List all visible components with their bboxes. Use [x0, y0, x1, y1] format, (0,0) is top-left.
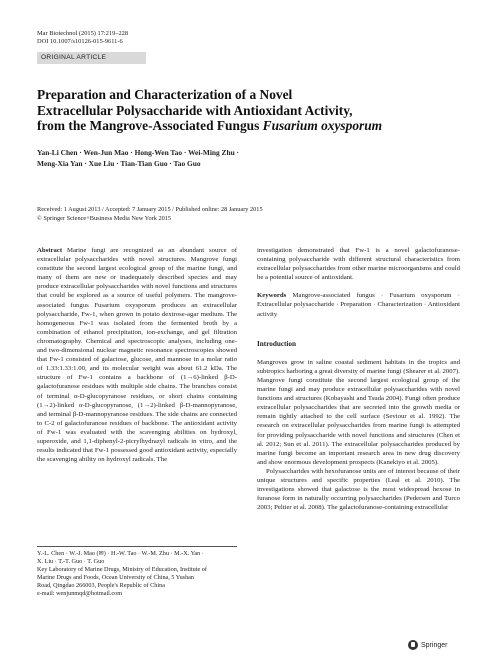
journal-citation: Mar Biotechnol (2015) 17:219–228 [37, 30, 129, 37]
authors-line-2: Meng-Xia Yan · Xue Liu · Tian-Tian Guo · Tao Guo [37, 158, 201, 168]
introduction-paragraph-1: Mangroves grow in saline coastal sediment habitats in the tropics and subtropics harboring a great diversity of marine fungi (Shearer et al. 2007). Mangrove fungi constitute the second largest ecological group of the marine fungi and may produce extracellular polysaccharides with novel functions and structures (Kobayashi and Tsuda 2004). Fungi often produce extracellular polysaccharides that are secreted into the growth media or remain tightly attached to the cell surface (Seviour et al. 1992). The research on extracellular polysaccharides from marine fungi is attempted for providing polysaccharide with novel functions and structures (Chen et al. 2012; Sun et al. 2011). The extracellular polysaccharides produced by marine fungi become an important research area in new drug discovery and show enormous development prospects (Kanekiyo et al. 2005). [257, 358, 460, 466]
publication-history [37, 206, 467, 223]
journal-doi: DOI 10.1007/s10126-015-9611-6 [37, 38, 123, 45]
author-list [37, 148, 457, 169]
springer-logo-icon [408, 640, 418, 650]
article-type-banner: ORIGINAL ARTICLE [37, 52, 146, 64]
received-dates: Received: 1 August 2013 / Accepted: 7 January 2015 / Published online: 28 January 2015 [37, 206, 263, 213]
journal-reference [37, 30, 128, 46]
introduction-paragraph-2: Polysaccharides with hexofuranose units are of interest because of their unique structures and specific properties (Leal et al. 2010). The investigations showed that galactose is the most widespread hexose in furanose form in naturally occurring polysaccharides (Pedersen and Turco 2003; Peltier et al. 2008). The galactofuranose-containing extracellular [257, 467, 460, 512]
abstract-text: Marine fungi are recognized as an abundant source of extracellular polysaccharides with novel structures. Mangrove fungi constitute the second largest ecological group of the marine fungi, and many of them are new or inadequately described species and may produce extracellular polysaccharides with novel functions and structures that could be explored as a source of useful polymers. The mangrove-associated fungus Fusarium oxysporum produces an extracellular polysaccharide, Fw-1, when grown in potato dextrose-agar medium. The homogeneous Fw-1 was isolated from the fermented broth by a combination of ethanol precipitation, ion-exchange, and gel filtration chromatography. Chemical and spectroscopic analyses, including one- and two-dimensional nuclear magnetic resonance spectroscopies showed that Fw-1 consisted of galactose, glucose, and mannose in a molar ratio of 1.33:1.33:1.00, and its molecular weight was about 61.2 kDa. The structure of Fw-1 contains a backbone of (1→6)-linked β-D-galactofuranose residues with multiple side chains. The branches consist of terminal α-D-glucopyranose residues, or short chains containing (1→2)-linked α-D-glucopyranose, (1→2)-linked β-D-mannopyranose, and terminal β-D-mannopyranose residues. The side chains are connected to C-2 of galactofuranose residues of backbone. The antioxidant activity of Fw-1 was evaluated with the scavenging abilities on hydroxyl, superoxide, and 1,1-diphenyl-2-picrylhydrazyl radicals in vitro, and the results indicated that Fw-1 possessed good antioxidant activity, especially the scavenging ability on hydroxyl radicals. The [37, 247, 237, 464]
article-title [37, 87, 467, 134]
affiliation-line-2: X. Liu · T.-T. Guo · T. Guo [37, 558, 105, 565]
title-line-3 [37, 118, 467, 134]
authors-line-1: Yan-Li Chen · Wen-Jun Mao · Hong-Wen Tao · Wei-Ming Zhu · [37, 148, 239, 157]
copyright-notice: © Springer Science+Business Media New York 2015 [37, 214, 172, 222]
publisher-name: Springer [421, 641, 448, 649]
publisher-logo [408, 640, 447, 650]
keywords [257, 291, 460, 318]
right-column [257, 246, 460, 512]
affiliation-line-4: Marine Drugs and Foods, Ocean University of China, 5 Yushan [37, 574, 195, 581]
affiliation-email: e-mail: wenjunmqd@hotmail.com [37, 590, 123, 597]
title-line-3-prefix: from the Mangrove-Associated Fungus [37, 118, 263, 133]
affiliation-line-1: Y.-L. Chen · W.-J. Mao (✉) · H.-W. Tao · W.-M. Zhu · M.-X. Yan · [37, 550, 204, 557]
title-line-2: Extracellular Polysaccharide with Antioxidant Activity, [37, 102, 353, 118]
title-line-1: Preparation and Characterization of a Novel [37, 87, 293, 102]
abstract [37, 246, 237, 464]
author-affiliation [37, 546, 237, 598]
abstract-label: Abstract [37, 247, 63, 254]
title-species-name: Fusarium oxysporum [262, 118, 383, 133]
affiliation-line-3: Key Laboratory of Marine Drugs, Ministry of Education, Institute of [37, 566, 207, 573]
abstract-continued: investigation demonstrated that Fw-1 is a novel galactofuranose-containing polysaccharide with different structural characteristics from extracellular polysaccharides from other marine microorganisms and could be a potential source of antioxidant. [257, 247, 460, 282]
keywords-text: Mangrove-associated fungus · Fusarium oxysporum · Extracellular polysaccharide · Preparation · Characterization · Antioxidant activity [257, 292, 460, 318]
affiliation-line-5: Road, Qingdao 266003, People's Republic of China [37, 582, 165, 589]
introduction-heading: Introduction [257, 339, 297, 348]
keywords-label: Keywords [257, 292, 287, 300]
left-column [37, 246, 237, 464]
